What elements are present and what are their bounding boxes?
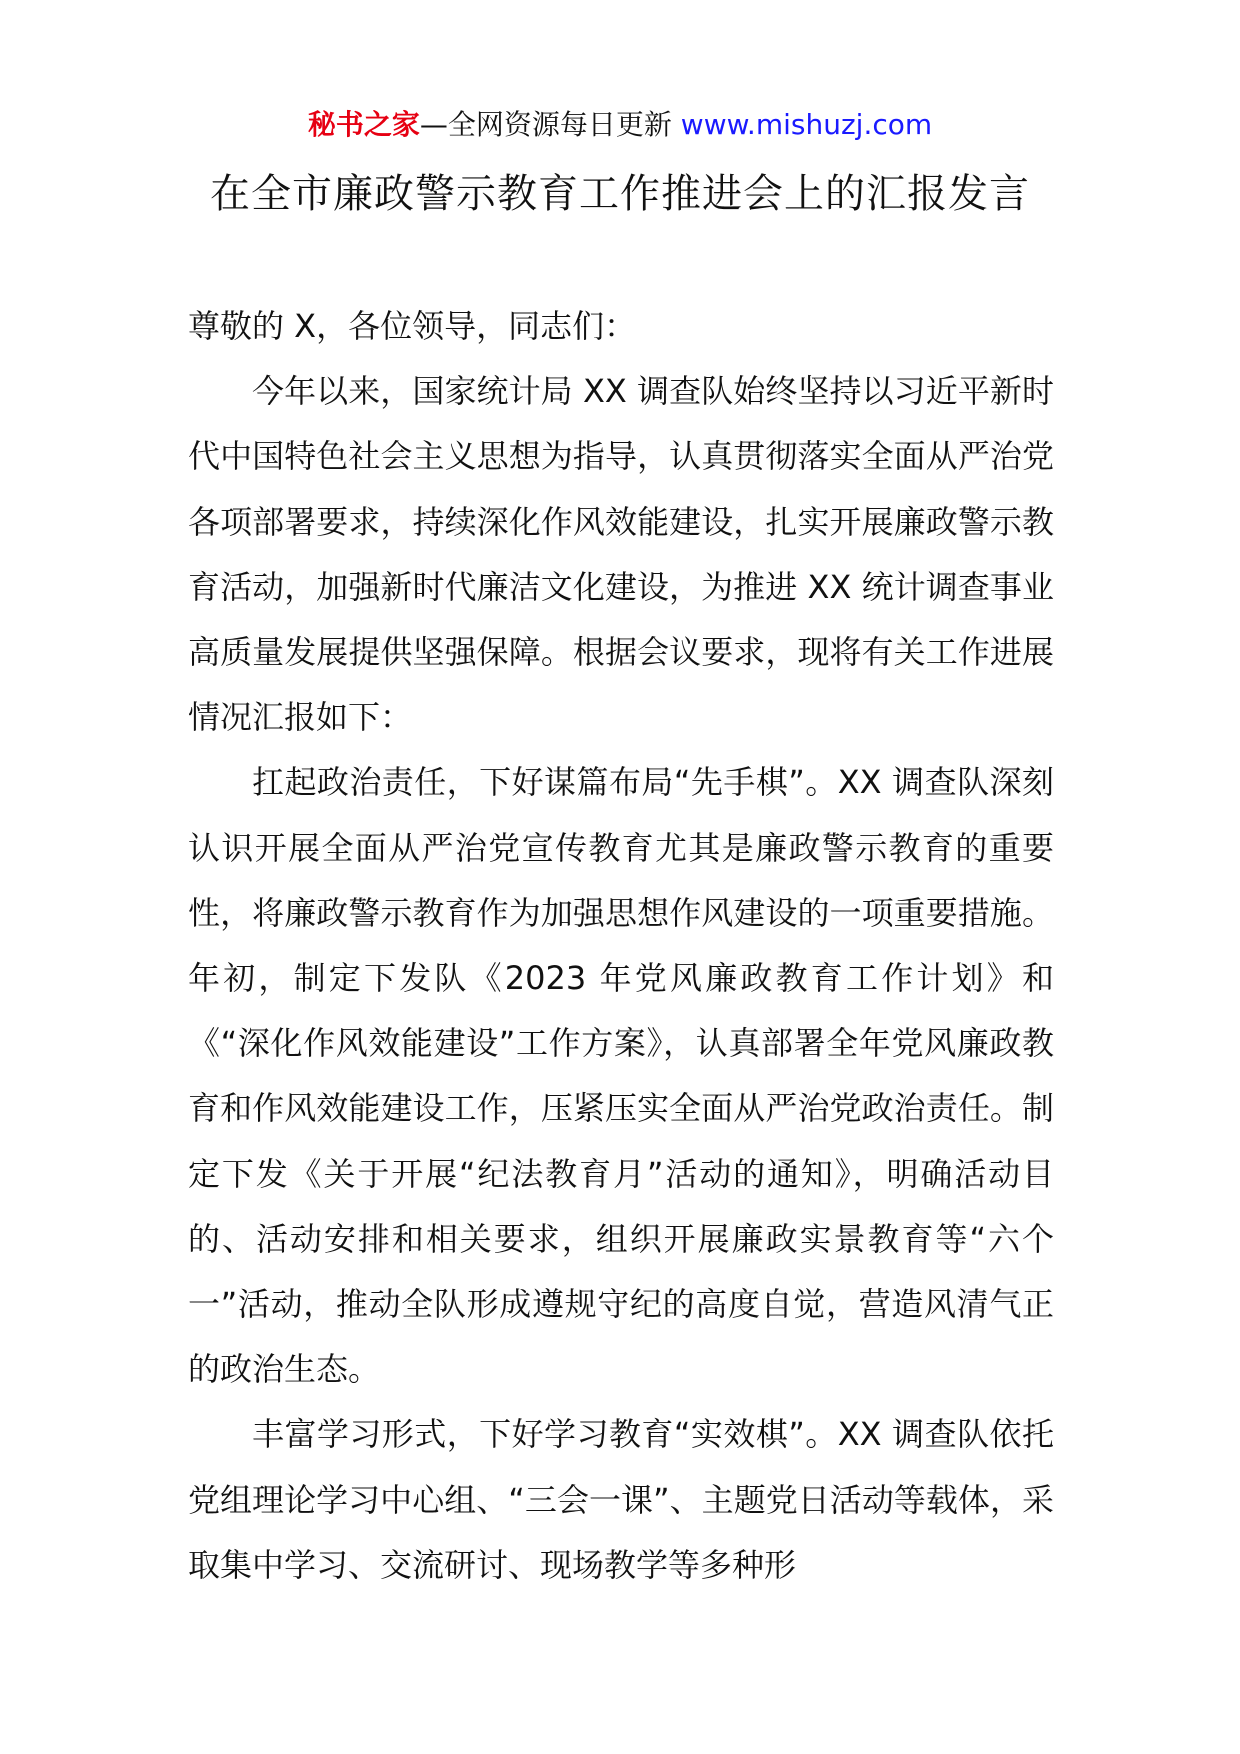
paragraph-2: 扛起政治责任，下好谋篇布局“先手棋”。XX 调查队深刻认识开展全面从严治党宣传教育尤其是廉政警示教育的重要性，将廉政警示教育作为加强思想作风建设的一项重要措施。年初，制定下发队《2023 年党风廉政教育工作计划》和《“深化作风效能建设”工作方案》，认真部署全年党风廉政教育和作风效能建设工作，压紧压实全面从严治党政治责任。制定下发《关于开展“纪法教育月”活动的通知》，明确活动目的、活动安排和相关要求，组织开展廉政实景教育等“六个一”活动，推动全队形成遵规守纪的高度自觉，营造风清气正的政治生态。 (188, 763, 1054, 1389)
site-url-link[interactable]: www.mishuzj.com (680, 108, 933, 141)
paragraph-3: 丰富学习形式，下好学习教育“实效棋”。XX 调查队依托党组理论学习中心组、“三会一课”、主题党日活动等载体，采取集中学习、交流研讨、现场教学等多种形 (188, 1415, 1054, 1584)
document-title: 在全市廉政警示教育工作推进会上的汇报发言 (210, 171, 1030, 217)
site-brand: 秘书之家 (307, 108, 420, 141)
document-body (188, 294, 1054, 1598)
salutation: 尊敬的 X，各位领导，同志们： (188, 307, 637, 345)
paragraph-1: 今年以来，国家统计局 XX 调查队始终坚持以习近平新时代中国特色社会主义思想为指导，认真贯彻落实全面从严治党各项部署要求，持续深化作风效能建设，扎实开展廉政警示教育活动，加强新时代廉洁文化建设，为推进 XX 统计调查事业高质量发展提供坚强保障。根据会议要求，现将有关工作进展情况汇报如下： (188, 372, 1054, 737)
site-header (0, 100, 1240, 150)
site-slogan: —全网资源每日更新 (419, 108, 672, 141)
